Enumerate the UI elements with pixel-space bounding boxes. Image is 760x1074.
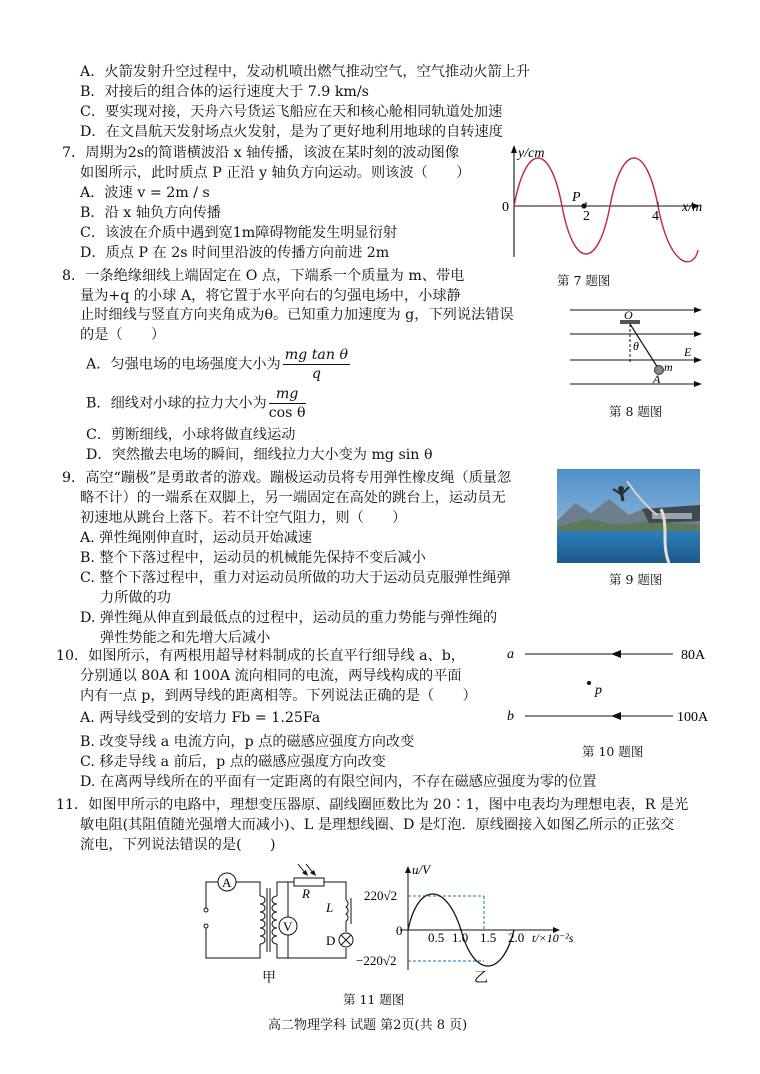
q7-x-label: x/m bbox=[682, 200, 703, 215]
graph-ymax: 220√2 bbox=[364, 888, 398, 903]
q11-stem-2: 敏电阻(其阻值随光强增大而减小)、L 是理想线圈、D 是灯泡．原线圈接入如图乙所示的正弦交 bbox=[80, 817, 675, 833]
q7-tick-2: 2 bbox=[583, 209, 590, 224]
q7-option-d: D．质点 P 在 2s 时间里沿波的传播方向前进 2m bbox=[80, 245, 390, 261]
q10-label-a: a bbox=[507, 647, 514, 662]
q8-field-figure bbox=[570, 302, 705, 392]
q8-stem-2: 量为+q 的小球 A，将它置于水平向右的匀强电场中，小球静 bbox=[80, 288, 461, 304]
q10-option-d: D. 在离两导线所在的平面有一定距离的有限空间内，不存在磁感应强度为零的位置 bbox=[80, 774, 597, 790]
graph-tick-15: 1.5 bbox=[480, 930, 497, 945]
q7-point-label: P bbox=[572, 190, 581, 205]
photoresistor bbox=[294, 878, 324, 886]
q7-wave-figure bbox=[500, 145, 710, 265]
q7-option-a: A．波速 v = 2m / s bbox=[80, 185, 210, 201]
graph-tick-20: 2.0 bbox=[508, 930, 525, 945]
q6-option-b: B．对接后的组合体的运行速度大于 7.9 km/s bbox=[80, 84, 369, 100]
q7-stem-2: 如图所示，此时质点 P 正沿 y 轴负方向运动。则该波（ ） bbox=[80, 165, 471, 181]
q10-option-a: A. 两导线受到的安培力 Fb = 1.25Fa bbox=[80, 710, 321, 726]
graph-tick-10: 1.0 bbox=[452, 930, 469, 945]
q8-option-a-num: mg tan θ bbox=[284, 347, 349, 363]
q8-stem-4: 的是（ ） bbox=[80, 327, 166, 343]
bungee-photo bbox=[557, 469, 700, 563]
q8-option-a-text: A．匀强电场的电场强度大小为 bbox=[86, 356, 281, 373]
q10-option-b: B. 改变导线 a 电流方向，p 点的磁感应强度方向改变 bbox=[80, 734, 415, 750]
q11-stem-1: 11．如图甲所示的电路中，理想变压器原、副线圈匝数比为 20∶1，图中电表均为理想电表，R 是光 bbox=[56, 797, 689, 813]
resistor-label: R bbox=[302, 886, 310, 901]
q7-stem-1: 7．周期为2s的简谐横波沿 x 轴传播，该波在某时刻的波动图像 bbox=[62, 145, 460, 161]
figure-yi-label: 乙 bbox=[474, 971, 488, 986]
q9-caption: 第 9 题图 bbox=[609, 572, 663, 587]
q9-option-b: B. 整个下落过程中，运动员的机械能先保持不变后减小 bbox=[80, 550, 426, 566]
q7-option-c: C．该波在介质中遇到宽1m障碍物能发生明显衍射 bbox=[80, 225, 398, 241]
q6-option-c: C．要实现对接，天舟六号货运飞船应在天和核心舱相同轨道处加速 bbox=[80, 104, 503, 120]
q8-option-d: D．突然撤去电场的瞬间，细线拉力大小变为 mg sin θ bbox=[86, 447, 433, 463]
q8-option-a-den: q bbox=[311, 366, 321, 382]
q9-option-d-cont: 弹性势能之和先增大后减小 bbox=[100, 630, 271, 646]
q8-label-a: A bbox=[653, 372, 661, 386]
inductor-label: L bbox=[326, 900, 334, 915]
q10-stem-2: 分别通以 80A 和 100A 流向相同的电流，两导线构成的平面 bbox=[80, 668, 462, 684]
q7-origin: 0 bbox=[502, 200, 509, 215]
q7-tick-4: 4 bbox=[652, 209, 659, 224]
q8-label-m: m bbox=[664, 360, 673, 374]
q8-option-b bbox=[86, 385, 306, 422]
q7-wave-curve bbox=[514, 158, 698, 262]
q8-label-e: E bbox=[684, 345, 692, 359]
q6-option-a: A．火箭发射升空过程中，发动机喷出燃气推动空气，空气推动火箭上升 bbox=[80, 64, 531, 80]
q7-caption: 第 7 题图 bbox=[557, 273, 611, 288]
lamp-label: D bbox=[326, 933, 336, 948]
q9-option-a: A. 弹性绳刚伸直时，运动员开始减速 bbox=[80, 530, 313, 546]
graph-tick-05: 0.5 bbox=[428, 930, 445, 945]
q8-option-b-den: cos θ bbox=[268, 405, 306, 421]
figure-jia-label: 甲 bbox=[262, 971, 276, 986]
q8-option-b-num: mg bbox=[269, 385, 306, 404]
q8-option-a bbox=[86, 346, 350, 383]
graph-ymin: −220√2 bbox=[356, 953, 397, 968]
q10-point-p bbox=[587, 681, 591, 685]
voltmeter-label: V bbox=[283, 919, 293, 934]
q8-option-b-text: B．细线对小球的拉力大小为 bbox=[86, 395, 267, 412]
q9-stem-1: 9．高空“蹦极”是勇敢者的游戏。蹦极运动员将专用弹性橡皮绳（质量忽 bbox=[62, 470, 512, 486]
q10-stem-1: 10．如图所示，有两根用超导材料制成的长直平行细导线 a、b， bbox=[56, 648, 465, 664]
q11-stem-3: 流电，下列说法错误的是( ) bbox=[80, 837, 276, 853]
q8-caption: 第 8 题图 bbox=[609, 404, 663, 419]
q11-circuit-figure bbox=[196, 860, 356, 985]
q9-stem-3: 初速地从跳台上落下。若不计空气阻力，则（ ） bbox=[80, 510, 407, 526]
q10-current-a: 80A bbox=[681, 648, 706, 663]
q9-option-c-cont: 力所做的功 bbox=[100, 590, 171, 606]
q8-stem-3: 止时细线与竖直方向夹角成为θ。已知重力加速度为 g，下列说法错误 bbox=[80, 307, 514, 323]
q8-stem-1: 8．一条绝缘细线上端固定在 O 点，下端系一个质量为 m、带电 bbox=[62, 268, 465, 284]
page-footer: 高二物理学科 试题 第2页(共 8 页) bbox=[268, 1018, 468, 1033]
graph-origin: 0 bbox=[396, 923, 403, 938]
graph-y-label: u/V bbox=[412, 862, 431, 877]
q8-label-theta: θ bbox=[633, 339, 639, 353]
q11-voltage-graph bbox=[356, 860, 586, 985]
q10-option-c: C. 移走导线 a 前后，p 点的磁感应强度方向改变 bbox=[80, 754, 386, 770]
q7-y-label: y/cm bbox=[518, 146, 545, 161]
q9-option-d: D. 弹性绳从伸直到最低点的过程中，运动员的重力势能与弹性绳的 bbox=[80, 610, 498, 626]
ammeter-label: A bbox=[222, 875, 232, 890]
q7-option-b: B．沿 x 轴负方向传播 bbox=[80, 205, 221, 221]
q8-label-o: O bbox=[624, 308, 633, 322]
graph-x-label: t/×10⁻²s bbox=[532, 931, 574, 945]
q10-label-p: p bbox=[595, 683, 602, 698]
q10-caption: 第 10 题图 bbox=[582, 744, 644, 759]
q10-label-b: b bbox=[507, 709, 514, 724]
q8-option-c: C．剪断细线，小球将做直线运动 bbox=[86, 427, 296, 443]
q10-current-b: 100A bbox=[677, 710, 709, 725]
q9-option-c: C. 整个下落过程中，重力对运动员所做的功大于运动员克服弹性绳弹 bbox=[80, 570, 511, 586]
q9-stem-2: 略不计）的一端系在双脚上，另一端固定在高处的跳台上，运动员无 bbox=[80, 490, 506, 506]
q6-option-d: D．在文昌航天发射场点火发射，是为了更好地利用地球的自转速度 bbox=[80, 124, 503, 140]
q10-wires-figure bbox=[505, 645, 715, 725]
q11-caption: 第 11 题图 bbox=[343, 992, 405, 1007]
q10-stem-3: 内有一点 p，到两导线的距离相等。下列说法正确的是（ ） bbox=[80, 688, 477, 704]
